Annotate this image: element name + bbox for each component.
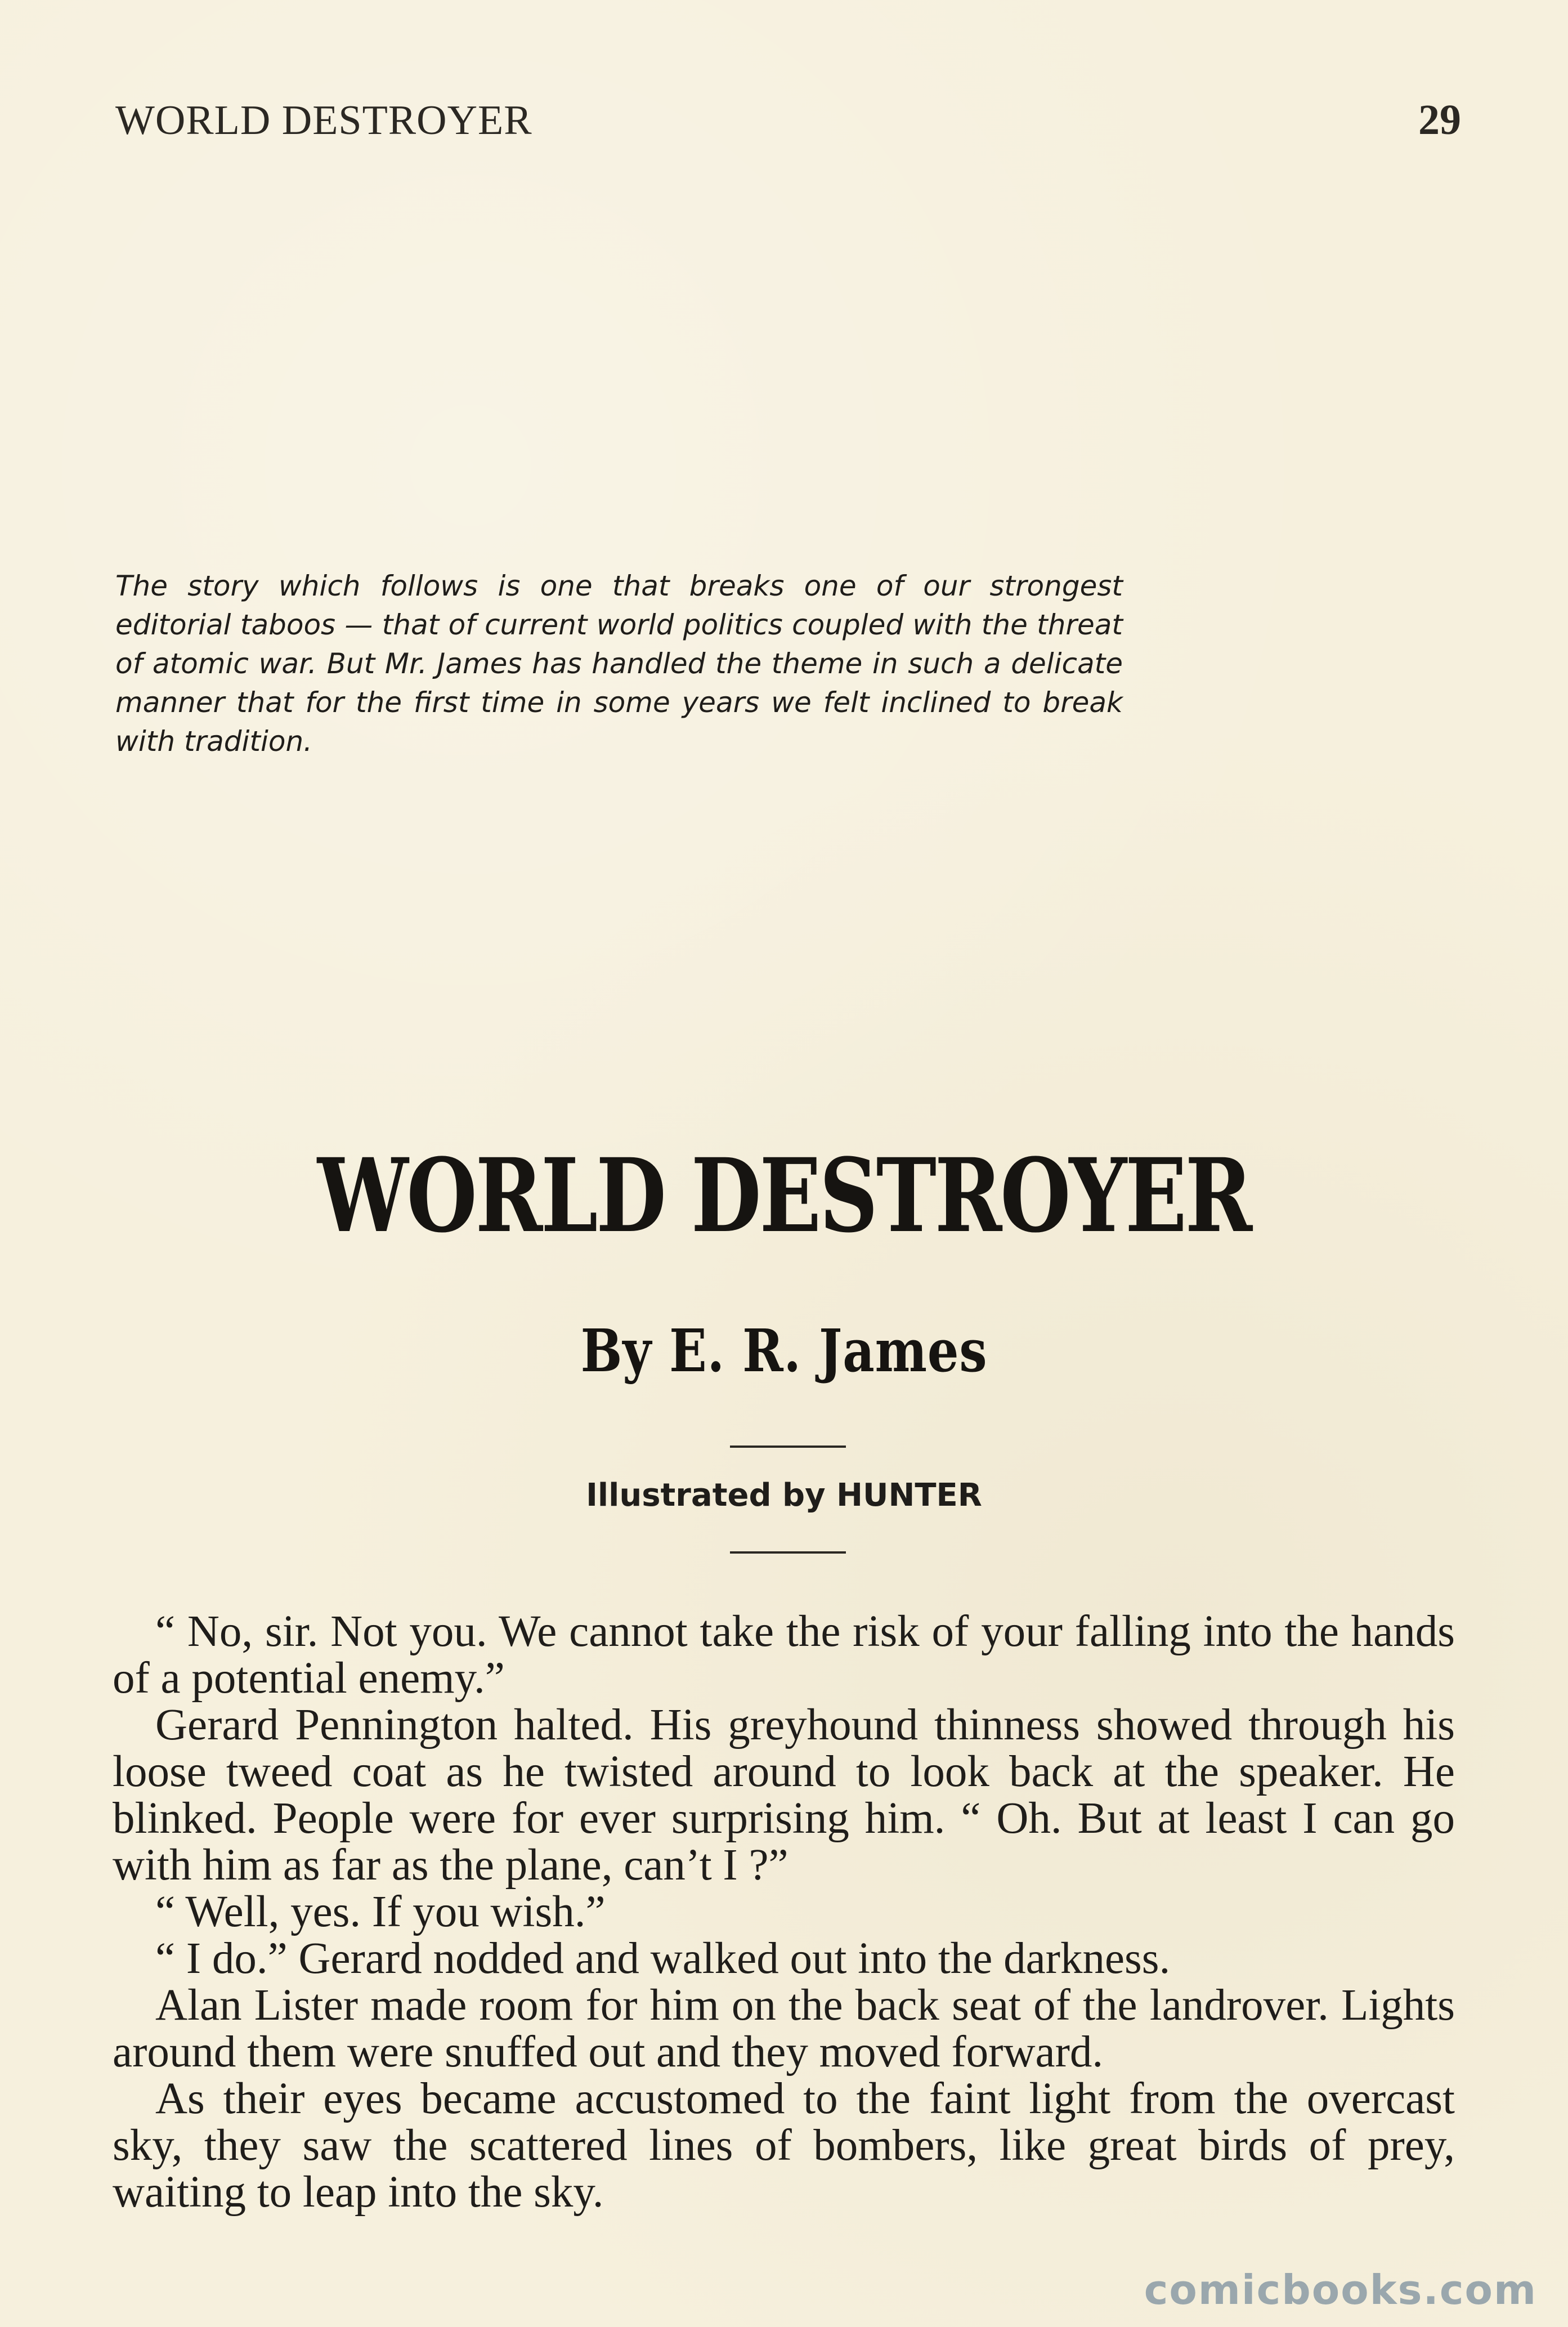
story-paragraph: “ Well, yes. If you wish.” <box>155 1887 606 1936</box>
decorative-rule-bottom <box>730 1551 846 1554</box>
story-paragraph: “ I do.” Gerard nodded and walked out into the darkness. <box>155 1934 1171 1983</box>
decorative-rule-top <box>730 1446 846 1448</box>
site-watermark: comicbooks.com <box>1144 2266 1537 2313</box>
running-head-title: WORLD DESTROYER <box>115 97 532 144</box>
page-number: 29 <box>1418 96 1461 144</box>
story-paragraph: Alan Lister made room for him on the back seat of the landrover. Lights around them were snuffed out and they moved forward. <box>113 1981 1455 2077</box>
story-body <box>113 1608 1455 2216</box>
illustrator-credit: Illustrated by HUNTER <box>586 1477 982 1514</box>
story-paragraph: As their eyes became accustomed to the faint light from the overcast sky, they saw the scattered lines of bombers, like great birds of prey, waiting to leap into the sky. <box>113 2074 1455 2217</box>
editorial-intro: The story which follows is one that breaks one of our strongest editorial taboos — that of current world politics coupled with the threat of atomic war. But Mr. James has handled the theme in such a delicate manner that for the first time in some years we felt inclined to break with tradition. <box>115 570 1123 758</box>
story-paragraph: “ No, sir. Not you. We cannot take the risk of your falling into the hands of a potential enemy.” <box>113 1607 1455 1703</box>
story-paragraph: Gerard Pennington halted. His greyhound thinness showed through his loose tweed coat as he twisted around to look back at the speaker. He blinked. People were for ever surprising him. “ Oh. But at least I can go with him as far as the plane, can’t I ?” <box>113 1700 1455 1890</box>
story-title: WORLD DESTROYER <box>317 1136 1251 1255</box>
story-byline: By E. R. James <box>580 1316 988 1385</box>
